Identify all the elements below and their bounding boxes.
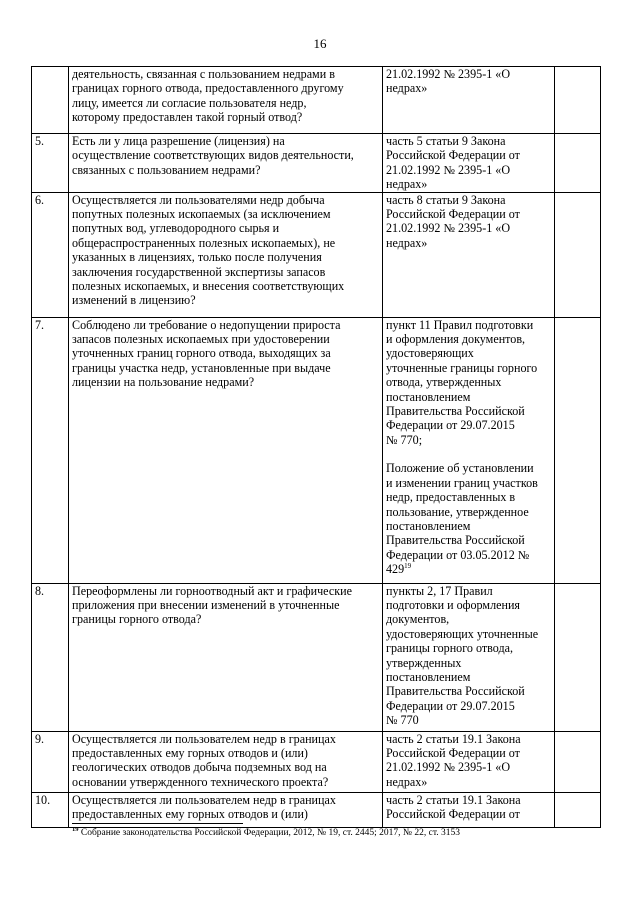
question-line: Осуществляется ли пользователями недр добыча bbox=[72, 192, 325, 207]
footnote-text: Собрание законодательства Российской Федерации, 2012, № 19, ст. 2445; 2017, № 22, ст. 3153 bbox=[78, 828, 461, 838]
reference-line: Федерации от 29.07.2015 bbox=[386, 698, 515, 713]
reference-line: 21.02.1992 № 2395-1 «О bbox=[386, 67, 511, 81]
reference-cell bbox=[383, 792, 555, 827]
question-line: связанных с пользованием недрами? bbox=[72, 162, 261, 177]
question-line: Есть ли у лица разрешение (лицензия) на bbox=[72, 134, 285, 148]
question-line: попутных вод, углеводородного сырья и bbox=[72, 221, 280, 236]
reference-line: Правительства Российской bbox=[386, 404, 525, 419]
row-number: 7. bbox=[32, 317, 69, 583]
question-line: лицензии на пользование недрами? bbox=[72, 375, 255, 390]
table-row bbox=[32, 67, 601, 134]
question-line: границы участка недр, установленные при выдаче bbox=[72, 360, 331, 375]
question-line: приложения при внесении изменений в уточненные bbox=[72, 598, 340, 613]
reference-cell bbox=[383, 317, 555, 583]
row-number: 6. bbox=[32, 192, 69, 317]
row-number: 9. bbox=[32, 731, 69, 792]
footnote-reference: 19 bbox=[404, 562, 412, 571]
reference-line: 21.02.1992 № 2395-1 «О bbox=[386, 221, 511, 236]
question-line: Осуществляется ли пользователем недр в границах bbox=[72, 792, 336, 807]
row-number: 10. bbox=[32, 792, 69, 827]
reference-line: Российской Федерации от bbox=[386, 207, 520, 222]
table-row bbox=[32, 317, 601, 583]
reference-cell bbox=[383, 731, 555, 792]
reference-line: часть 8 статьи 9 Закона bbox=[386, 192, 506, 207]
question-line: деятельность, связанная с пользованием недрами в bbox=[72, 67, 335, 81]
reference-line: недрах» bbox=[386, 81, 428, 96]
checklist-table bbox=[31, 66, 601, 828]
reference-line: пункт 11 Правил подготовки bbox=[386, 317, 534, 332]
reference-line: удостоверяющих bbox=[386, 346, 474, 361]
table-row bbox=[32, 192, 601, 317]
footnote-marker: 19 bbox=[72, 825, 79, 833]
reference-line: 21.02.1992 № 2395-1 «О bbox=[386, 162, 511, 177]
row-number: 8. bbox=[32, 583, 69, 731]
reference-line: документов, bbox=[386, 612, 450, 627]
reference-line: границы горного отвода, bbox=[386, 641, 513, 656]
reference-line: уточненные границы горного bbox=[386, 360, 538, 375]
footnote bbox=[72, 825, 461, 838]
row-number bbox=[32, 67, 69, 134]
empty-cell bbox=[555, 317, 601, 583]
reference-line: постановлением bbox=[386, 670, 471, 685]
reference-cell bbox=[383, 67, 555, 134]
footnote-separator bbox=[72, 823, 243, 824]
question-cell bbox=[69, 134, 383, 193]
question-line: изменений в лицензию? bbox=[72, 293, 196, 308]
page-number: 16 bbox=[313, 36, 327, 51]
reference-line: № 770; bbox=[386, 432, 423, 447]
question-cell bbox=[69, 792, 383, 827]
reference-line: постановлением bbox=[386, 389, 471, 404]
question-line: уточненных границ горного отвода, выходящих за bbox=[72, 346, 331, 361]
question-line: Осуществляется ли пользователем недр в границах bbox=[72, 731, 336, 746]
question-line: Соблюдено ли требование о недопущении прироста bbox=[72, 317, 341, 332]
question-line: основании утвержденного технического проекта? bbox=[72, 774, 329, 789]
table-row bbox=[32, 134, 601, 193]
question-line: указанных в лицензиях, только после получения bbox=[72, 250, 322, 265]
empty-cell bbox=[555, 67, 601, 134]
question-line: осуществление соответствующих видов деятельности, bbox=[72, 148, 354, 163]
empty-cell bbox=[555, 192, 601, 317]
empty-cell bbox=[555, 583, 601, 731]
reference-line: 21.02.1992 № 2395-1 «О bbox=[386, 760, 511, 775]
table-row bbox=[32, 792, 601, 827]
table-row bbox=[32, 731, 601, 792]
reference-line: недр, предоставленных в bbox=[386, 490, 516, 505]
reference-line: Федерации от 03.05.2012 № bbox=[386, 547, 530, 562]
reference-line: Правительства Российской bbox=[386, 684, 525, 699]
question-cell bbox=[69, 67, 383, 134]
question-line: Переоформлены ли горноотводный акт и графические bbox=[72, 583, 352, 598]
question-line: попутных полезных ископаемых (за исключением bbox=[72, 207, 331, 222]
question-line: предоставленных ему горных отводов и (или) bbox=[72, 746, 308, 761]
reference-line: подготовки и оформления bbox=[386, 598, 520, 613]
question-line: границах горного отвода, предоставленного другому bbox=[72, 81, 344, 96]
reference-line: Положение об установлении bbox=[386, 461, 534, 476]
question-cell bbox=[69, 583, 383, 731]
reference-line: и изменении границ участков bbox=[386, 475, 538, 490]
empty-cell bbox=[555, 792, 601, 827]
question-line: которому предоставлен такой горный отвод? bbox=[72, 110, 303, 125]
reference-line: отвода, утвержденных bbox=[386, 375, 502, 390]
reference-cell bbox=[383, 583, 555, 731]
question-line: геологических отводов добыча подземных вод на bbox=[72, 760, 327, 775]
empty-cell bbox=[555, 134, 601, 193]
reference-text: 429 bbox=[386, 562, 405, 577]
reference-line bbox=[386, 562, 551, 576]
reference-line: часть 5 статьи 9 Закона bbox=[386, 134, 506, 148]
reference-line: и оформления документов, bbox=[386, 332, 526, 347]
question-line: границы горного отвода? bbox=[72, 612, 202, 627]
reference-cell bbox=[383, 134, 555, 193]
question-line: запасов полезных ископаемых при удостоверении bbox=[72, 332, 330, 347]
question-line: предоставленных ему горных отводов и (или) bbox=[72, 807, 308, 822]
empty-cell bbox=[555, 731, 601, 792]
question-cell bbox=[69, 317, 383, 583]
reference-line: Правительства Российской bbox=[386, 533, 525, 548]
reference-line: утвержденных bbox=[386, 655, 462, 670]
question-cell bbox=[69, 192, 383, 317]
reference-line: недрах» bbox=[386, 177, 428, 192]
question-line: лицу, имеется ли согласие пользователя недр, bbox=[72, 95, 307, 110]
reference-line: часть 2 статьи 19.1 Закона bbox=[386, 731, 521, 746]
reference-line: часть 2 статьи 19.1 Закона bbox=[386, 792, 521, 807]
row-number: 5. bbox=[32, 134, 69, 193]
question-line: полезных ископаемых, и внесения соответствующих bbox=[72, 279, 345, 294]
reference-line: недрах» bbox=[386, 235, 428, 250]
reference-cell bbox=[383, 192, 555, 317]
reference-line: удостоверяющих уточненные bbox=[386, 626, 539, 641]
reference-line: пользование, утвержденное bbox=[386, 504, 529, 519]
reference-line: недрах» bbox=[386, 774, 428, 789]
question-line: заключения государственной экспертизы запасов bbox=[72, 264, 326, 279]
question-cell bbox=[69, 731, 383, 792]
question-line: общераспространенных полезных ископаемых), не bbox=[72, 235, 336, 250]
reference-line: Федерации от 29.07.2015 bbox=[386, 418, 515, 433]
table-row bbox=[32, 583, 601, 731]
reference-line: постановлением bbox=[386, 518, 471, 533]
reference-line: № 770 bbox=[386, 713, 419, 728]
reference-line: Российской Федерации от bbox=[386, 807, 520, 822]
reference-line: пункты 2, 17 Правил bbox=[386, 583, 493, 598]
paragraph-gap bbox=[386, 447, 551, 461]
reference-line: Российской Федерации от bbox=[386, 148, 520, 163]
reference-line: Российской Федерации от bbox=[386, 746, 520, 761]
